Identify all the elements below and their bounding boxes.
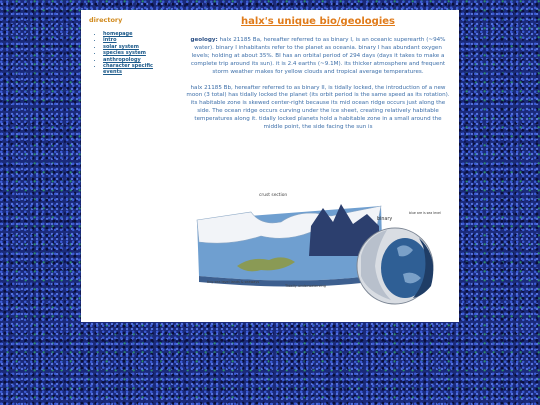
directory-heading: directory — [89, 16, 123, 24]
planet-note: blue are is sea level — [409, 211, 441, 215]
nav-link-intro[interactable]: intro — [103, 37, 117, 44]
geology-text: halx 21185 Ba, hereafter referred to as binary I, is an oceanic superearth (~94% water). binary I inhabitants refer to the planet as oceania. binary I has abundant oxygen levels; holding at about 35%. BI has an orbital period of 294 days (days it takes to make a complete trip around its sun). it is 2.4 earths (~9.1M). its thicker atmosphere and frequent storm weather makes for yellow clouds and tropical average temperatures. — [190, 37, 446, 75]
nav-item-character-events — [103, 63, 169, 76]
geology-paragraph — [185, 37, 451, 77]
tidally-label: Tidally underwaterzing — [285, 284, 327, 288]
main-content — [185, 14, 451, 140]
page-title: halx's unique bio/geologies — [241, 16, 395, 27]
nav-list — [89, 31, 169, 76]
sidebar — [89, 16, 169, 76]
nav-link-species-system[interactable]: species system — [103, 50, 146, 57]
nav-link-solar-system[interactable]: solar system — [103, 43, 139, 50]
planet-label: binary — [377, 217, 393, 222]
binary-two-paragraph: halx 21185 Bb, hereafter referred to as binary II, is tidally locked, the introduction of a new moon (3 total) has tidally locked the planet (its orbit period is the same speed as its rotation). its habitable zone is skewed center-right because its mid ocean ridge occurs just along the side. The ocean ridge occurs curving under the ice sheet, creating relatively habitable temperatures along it. tidally locked planets hold a habitable zone in a small around the middle point, the side facing the sun is — [186, 84, 450, 131]
nav-link-anthropology[interactable]: anthropology — [103, 56, 141, 63]
content-panel — [81, 10, 459, 322]
nav-link-homepage[interactable]: homepage — [103, 31, 133, 37]
crust-label: crust section — [259, 193, 288, 198]
planet-illustration — [191, 186, 441, 306]
tiny-lands-label: tiny sea level lands & seaways — [207, 280, 260, 284]
geology-label: geology: — [190, 37, 218, 43]
nav-link-character-events[interactable]: character specific events — [103, 63, 153, 76]
